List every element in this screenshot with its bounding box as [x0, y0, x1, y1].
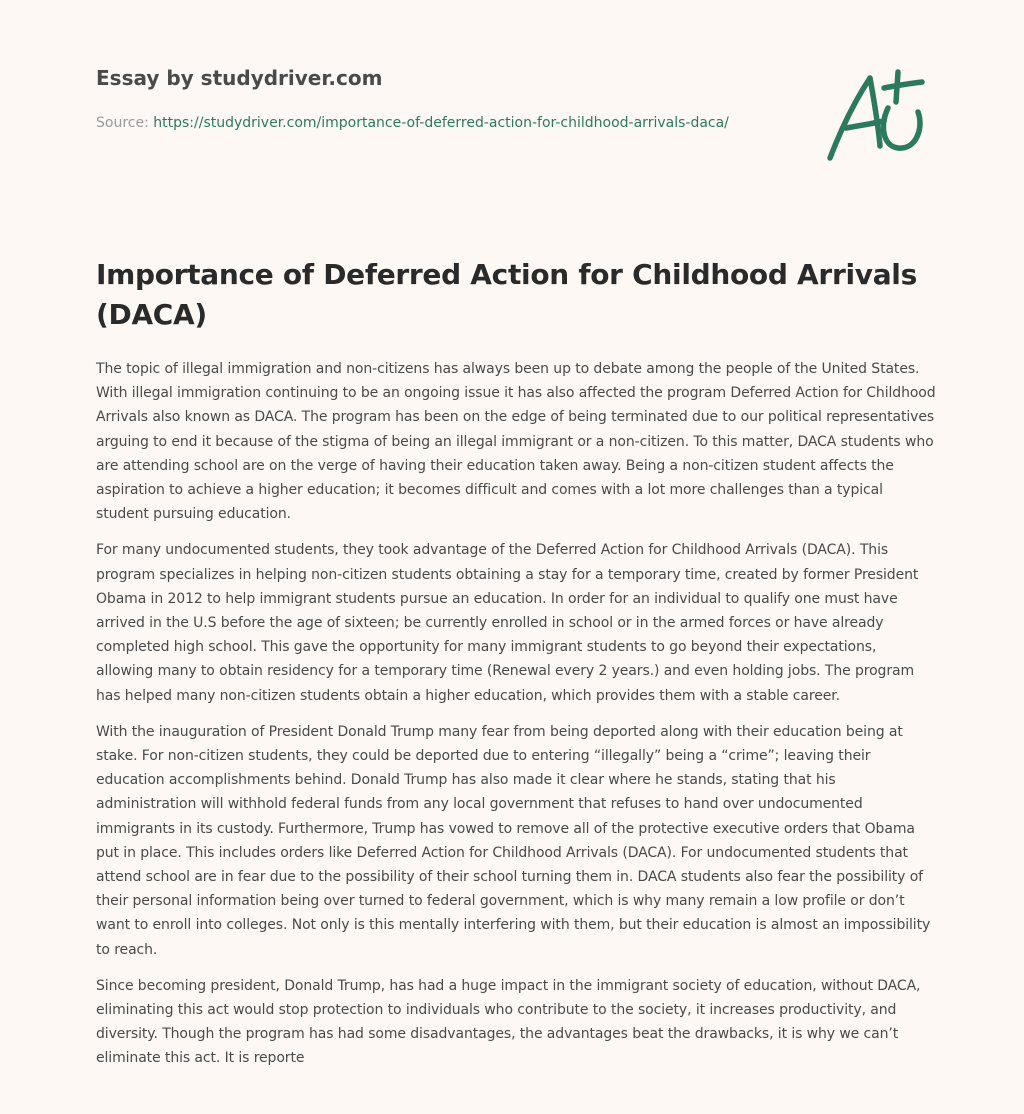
page-header: [96, 64, 796, 135]
article-paragraph: With the inauguration of President Donald Trump many fear from being deported along with their education being at stake. For non-citizen students, they could be deported due to entering “illegally” being a “crime”; leaving their education accomplishments behind. Donald Trump has also made it clear where he stands, stating that his administration will withhold federal funds from any local government that refuses to hand over undocumented immigrants in its custody. Furthermore, Trump has vowed to remove all of the protective executive orders that Obama put in place. This includes orders like Deferred Action for Childhood Arrivals (DACA). For undocumented students that attend school are in fear due to the possibility of their school turning them in. DACA students also fear the possibility of their personal information being over turned to federal government, which is why many remain a low profile or don’t want to enroll into colleges. Not only is this mentally interfering with them, but their education is almost an impossibility to reach.: [96, 723, 931, 958]
article-paragraph: For many undocumented students, they took advantage of the Deferred Action for Childhood Arrivals (DACA). This program specializes in helping non-citizen students obtaining a stay for a temporary time, created by former President Obama in 2012 to help immigrant students pursue an education. In order for an individual to qualify one must have arrived in the U.S before the age of sixteen; be currently enrolled in school or in the armed forces or have already completed high school. This gave the opportunity for many immigrant students to go beyond their expectations, allowing many to obtain residency for a temporary time (Renewal every 2 years.) and even holding jobs. The program has helped many non-citizen students obtain a higher education, which provides them with a stable career.: [96, 542, 919, 704]
source-label: Source:: [96, 115, 154, 131]
source-line: [96, 112, 756, 135]
source-link[interactable]: https://studydriver.com/importance-of-deferred-action-for-childhood-arrivals-daca/: [153, 115, 729, 131]
article-paragraph: Since becoming president, Donald Trump, has had a huge impact in the immigrant society of education, without DACA, eliminating this act would stop protection to individuals who contribute to the society, it increases productivity, and diversity. Though the program has had some disadvantages, the advantages beat the drawbacks, it is why we can’t eliminate this act. It is reporte: [96, 977, 921, 1067]
article-title: Importance of Deferred Action for Childhood Arrivals (DACA): [96, 258, 917, 331]
article-paragraph: The topic of illegal immigration and non-citizens has always been up to debate among the people of the United States. With illegal immigration continuing to be an ongoing issue it has also affected the program Deferred Action for Childhood Arrivals also known as DACA. The program has been on the edge of being terminated due to our political representatives arguing to end it because of the stigma of being an illegal immigrant or a non-citizen. To this matter, DACA students who are attending school are on the verge of having their education taken away. Being a non-citizen student affects the aspiration to achieve a higher education; it becomes difficult and comes with a lot more challenges than a typical student pursuing education.: [96, 361, 936, 523]
a-plus-grade-icon: [822, 66, 930, 166]
article: [96, 255, 936, 1083]
site-title: Essay by studydriver.com: [96, 66, 383, 90]
